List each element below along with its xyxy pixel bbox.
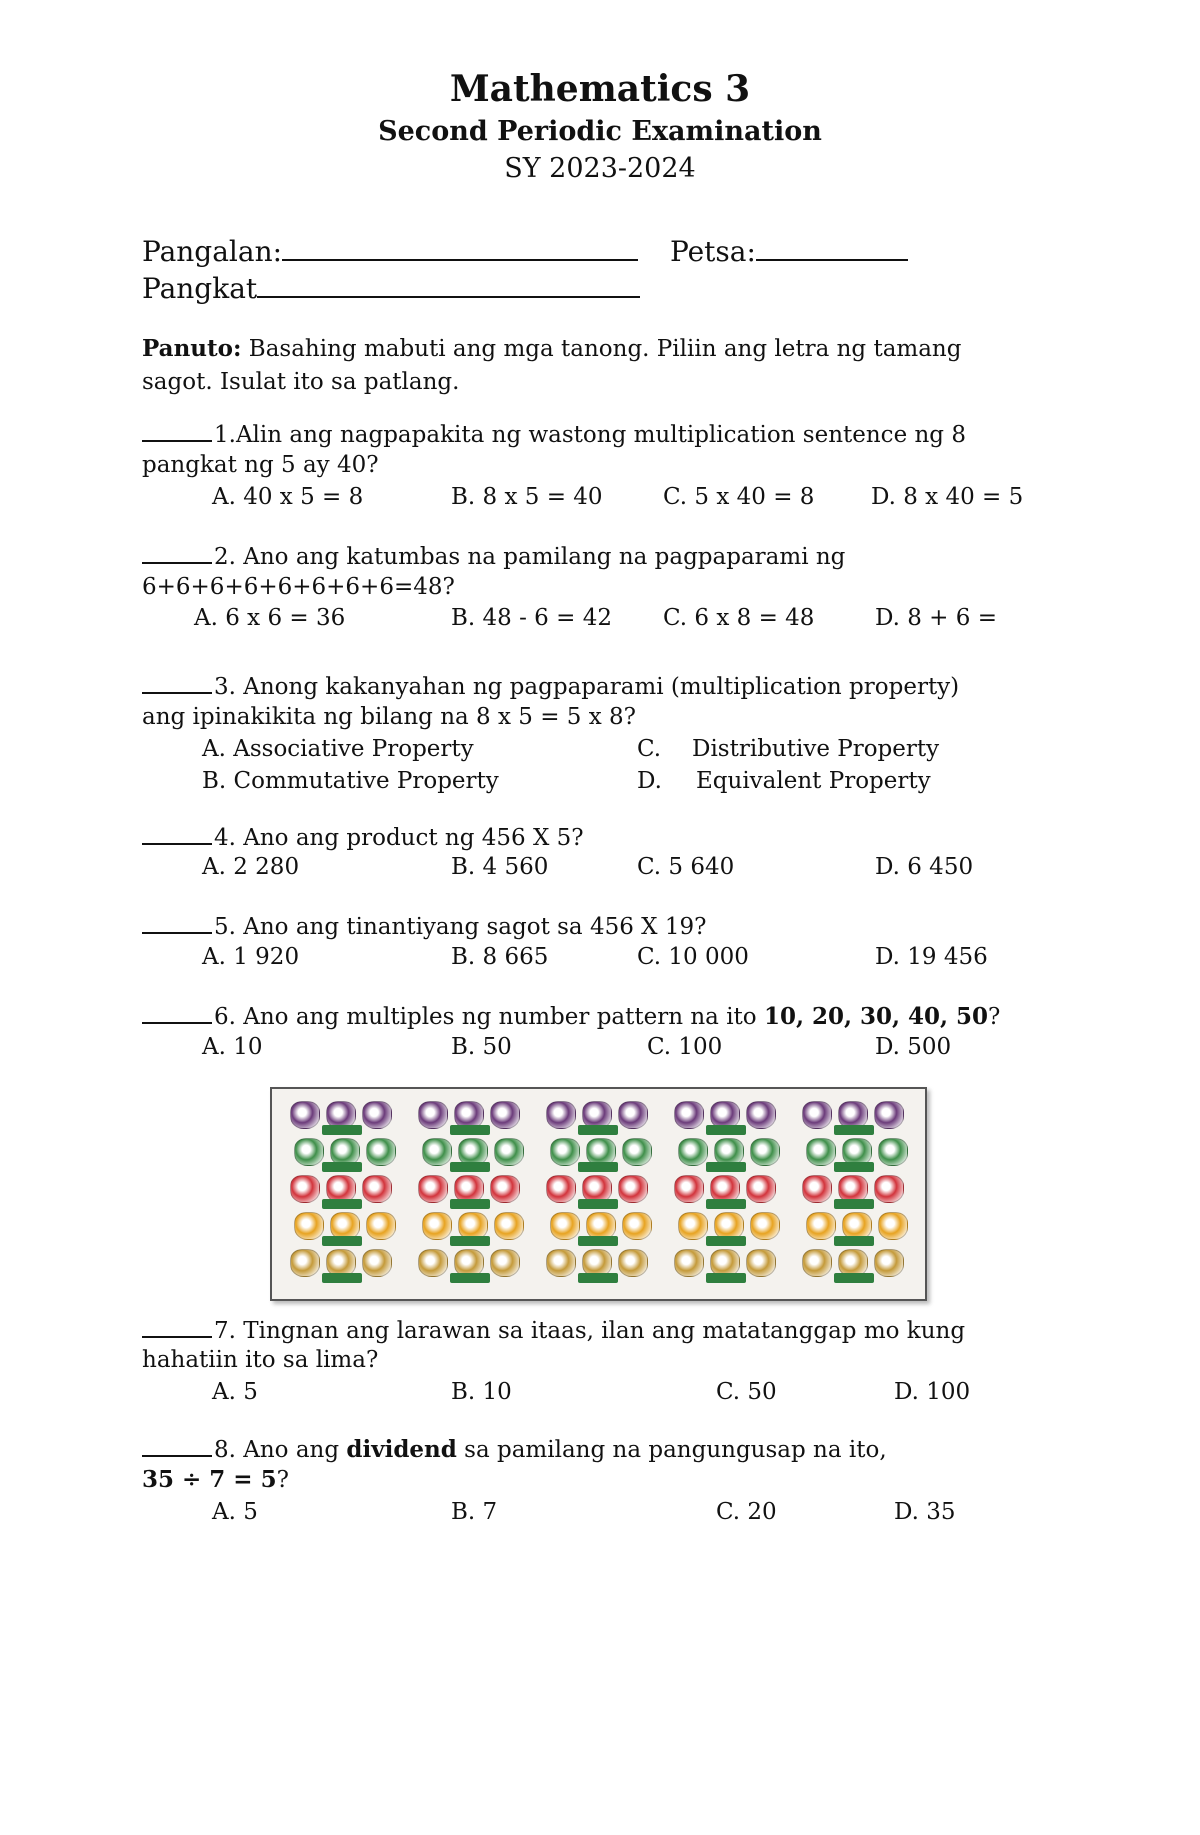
candy-groups-picture [270, 1087, 927, 1301]
candy-piece [290, 1249, 320, 1277]
candy-label [322, 1236, 362, 1246]
candy-piece [418, 1175, 448, 1203]
q1-option-a: A. 40 x 5 = 8 [212, 484, 364, 510]
candy-piece [618, 1175, 648, 1203]
question-7 [142, 1314, 965, 1346]
question-8-text: 8. Ano ang [214, 1437, 340, 1463]
question-6-pattern: 10, 20, 30, 40, 50 [763, 1003, 989, 1030]
q2-option-b: B. 48 - 6 = 42 [451, 605, 612, 631]
question-3-line-2: ang ipinakikita ng bilang na 8 x 5 = 5 x 8? [142, 704, 636, 730]
candy-label [706, 1273, 746, 1283]
q5-option-b: B. 8 665 [451, 944, 549, 970]
exam-subtitle: Second Periodic Examination [378, 116, 822, 147]
candy-piece [618, 1101, 648, 1129]
candy-piece [422, 1212, 452, 1240]
candy-piece [674, 1249, 704, 1277]
date-field [670, 235, 908, 268]
question-5-text: 5. Ano ang tinantiyang sagot sa 456 X 19? [214, 914, 707, 940]
question-1-text: 1.Alin ang nagpapakita ng wastong multiplication sentence ng 8 [214, 422, 966, 448]
candy-label [322, 1199, 362, 1209]
q2-option-c: C. 6 x 8 = 48 [663, 605, 815, 631]
candy-label [706, 1199, 746, 1209]
candy-piece [494, 1212, 524, 1240]
candy-piece [678, 1138, 708, 1166]
candy-label [450, 1125, 490, 1135]
name-blank[interactable] [282, 235, 638, 261]
answer-blank-3[interactable] [142, 670, 212, 694]
candy-label [450, 1236, 490, 1246]
date-blank[interactable] [756, 235, 908, 261]
q3-option-d: Equivalent Property [696, 768, 931, 794]
candy-piece [546, 1175, 576, 1203]
candy-piece [750, 1212, 780, 1240]
answer-blank-7[interactable] [142, 1314, 212, 1338]
question-4-text: 4. Ano ang product ng 456 X 5? [214, 825, 584, 851]
q1-option-c: C. 5 x 40 = 8 [663, 484, 815, 510]
section-field [142, 272, 640, 305]
q1-option-b: B. 8 x 5 = 40 [451, 484, 603, 510]
candy-label [322, 1273, 362, 1283]
q4-option-d: D. 6 450 [875, 854, 974, 880]
candy-piece [418, 1101, 448, 1129]
candy-piece [290, 1101, 320, 1129]
candy-piece [362, 1249, 392, 1277]
candy-piece [802, 1175, 832, 1203]
question-8-end: sa pamilang na pangungusap na ito, [464, 1437, 887, 1463]
q1-option-d: D. 8 x 40 = 5 [871, 484, 1024, 510]
candy-group-4 [668, 1097, 788, 1289]
q7-option-b: B. 10 [451, 1379, 512, 1405]
candy-piece [674, 1101, 704, 1129]
question-2 [142, 540, 845, 572]
candy-label [706, 1236, 746, 1246]
candy-piece [418, 1249, 448, 1277]
candy-piece [878, 1212, 908, 1240]
question-8-line-2 [142, 1465, 289, 1495]
instructions-label: Panuto: [142, 335, 242, 362]
school-year: SY 2023-2024 [504, 153, 696, 184]
candy-label [322, 1125, 362, 1135]
q6-option-b: B. 50 [451, 1034, 512, 1060]
candy-piece [490, 1101, 520, 1129]
q7-option-d: D. 100 [894, 1379, 971, 1405]
q2-option-d: D. 8 + 6 = [875, 605, 997, 631]
question-5 [142, 910, 706, 942]
q3-option-a: A. Associative Property [202, 736, 474, 762]
candy-piece [550, 1212, 580, 1240]
candy-piece [874, 1249, 904, 1277]
candy-label [834, 1125, 874, 1135]
question-7-line-2: hahatiin ito sa lima? [142, 1347, 379, 1373]
q2-option-a: A. 6 x 6 = 36 [194, 605, 346, 631]
date-label: Petsa: [670, 235, 756, 268]
q4-option-a: A. 2 280 [202, 854, 300, 880]
section-blank[interactable] [257, 272, 640, 298]
q5-option-a: A. 1 920 [202, 944, 300, 970]
candy-piece [678, 1212, 708, 1240]
question-8-equation-end: ? [276, 1467, 289, 1493]
candy-piece [422, 1138, 452, 1166]
answer-blank-2[interactable] [142, 540, 212, 564]
answer-blank-1[interactable] [142, 418, 212, 442]
candy-piece [546, 1249, 576, 1277]
candy-piece [366, 1138, 396, 1166]
question-2-line-2: 6+6+6+6+6+6+6+6=48? [142, 574, 455, 600]
candy-label [450, 1162, 490, 1172]
candy-piece [362, 1175, 392, 1203]
candy-piece [494, 1138, 524, 1166]
candy-piece [490, 1175, 520, 1203]
q4-option-c: C. 5 640 [637, 854, 735, 880]
exam-title: Mathematics 3 [449, 68, 751, 110]
candy-piece [746, 1101, 776, 1129]
candy-label [578, 1236, 618, 1246]
question-8-equation: 35 ÷ 7 = 5 [142, 1466, 277, 1493]
question-8 [142, 1433, 887, 1465]
candy-piece [622, 1138, 652, 1166]
q5-option-d: D. 19 456 [875, 944, 988, 970]
answer-blank-5[interactable] [142, 910, 212, 934]
question-3 [142, 670, 959, 702]
q5-option-c: C. 10 000 [637, 944, 749, 970]
candy-piece [294, 1138, 324, 1166]
candy-piece [802, 1249, 832, 1277]
q8-option-d: D. 35 [894, 1499, 956, 1525]
candy-label [834, 1236, 874, 1246]
question-6 [142, 1000, 1000, 1032]
candy-piece [746, 1175, 776, 1203]
section-label: Pangkat [142, 272, 258, 305]
candy-label [450, 1273, 490, 1283]
candy-piece [874, 1101, 904, 1129]
candy-group-3 [540, 1097, 660, 1289]
answer-blank-6[interactable] [142, 1000, 212, 1024]
question-1-line-2: pangkat ng 5 ay 40? [142, 452, 379, 478]
candy-piece [290, 1175, 320, 1203]
q3-option-d-letter: D. [637, 768, 662, 794]
candy-label [450, 1199, 490, 1209]
question-6-end: ? [988, 1004, 1001, 1030]
candy-piece [878, 1138, 908, 1166]
q3-option-b: B. Commutative Property [202, 768, 499, 794]
candy-piece [366, 1212, 396, 1240]
question-3-text: 3. Anong kakanyahan ng pagpaparami (multiplication property) [214, 674, 960, 700]
question-2-text: 2. Ano ang katumbas na pamilang na pagpaparami ng [214, 544, 846, 570]
q6-option-a: A. 10 [202, 1034, 263, 1060]
question-1 [142, 418, 966, 450]
q4-option-b: B. 4 560 [451, 854, 549, 880]
candy-label [578, 1125, 618, 1135]
candy-group-5 [796, 1097, 916, 1289]
candy-piece [294, 1212, 324, 1240]
answer-blank-4[interactable] [142, 821, 212, 845]
question-8-keyword: dividend [346, 1436, 457, 1463]
candy-piece [750, 1138, 780, 1166]
instructions-text-1: Basahing mabuti ang mga tanong. Piliin ang letra ng tamang [248, 336, 962, 362]
candy-piece [490, 1249, 520, 1277]
candy-group-1 [284, 1097, 404, 1289]
candy-label [706, 1162, 746, 1172]
q6-option-d: D. 500 [875, 1034, 952, 1060]
candy-piece [546, 1101, 576, 1129]
candy-label [834, 1162, 874, 1172]
q8-option-c: C. 20 [716, 1499, 777, 1525]
question-7-text: 7. Tingnan ang larawan sa itaas, ilan ang matatanggap mo kung [214, 1318, 966, 1344]
candy-group-2 [412, 1097, 532, 1289]
candy-piece [806, 1212, 836, 1240]
instructions-line-2: sagot. Isulat ito sa patlang. [142, 369, 460, 395]
candy-label [834, 1273, 874, 1283]
candy-piece [618, 1249, 648, 1277]
candy-piece [674, 1175, 704, 1203]
candy-piece [806, 1138, 836, 1166]
candy-piece [746, 1249, 776, 1277]
candy-label [578, 1162, 618, 1172]
answer-blank-8[interactable] [142, 1433, 212, 1457]
q3-option-c: Distributive Property [692, 736, 940, 762]
name-label: Pangalan: [142, 235, 283, 268]
candy-piece [622, 1212, 652, 1240]
q8-option-a: A. 5 [212, 1499, 258, 1525]
candy-piece [874, 1175, 904, 1203]
question-4 [142, 821, 584, 853]
candy-piece [550, 1138, 580, 1166]
q3-option-c-letter: C. [637, 736, 662, 762]
candy-label [322, 1162, 362, 1172]
q6-option-c: C. 100 [647, 1034, 723, 1060]
candy-label [578, 1273, 618, 1283]
question-6-text: 6. Ano ang multiples ng number pattern na ito [214, 1004, 757, 1030]
candy-label [706, 1125, 746, 1135]
q8-option-b: B. 7 [451, 1499, 498, 1525]
q7-option-a: A. 5 [212, 1379, 258, 1405]
name-field [142, 235, 638, 268]
instructions-line-1 [142, 334, 961, 364]
q7-option-c: C. 50 [716, 1379, 777, 1405]
candy-piece [802, 1101, 832, 1129]
candy-piece [362, 1101, 392, 1129]
candy-label [578, 1199, 618, 1209]
candy-label [834, 1199, 874, 1209]
